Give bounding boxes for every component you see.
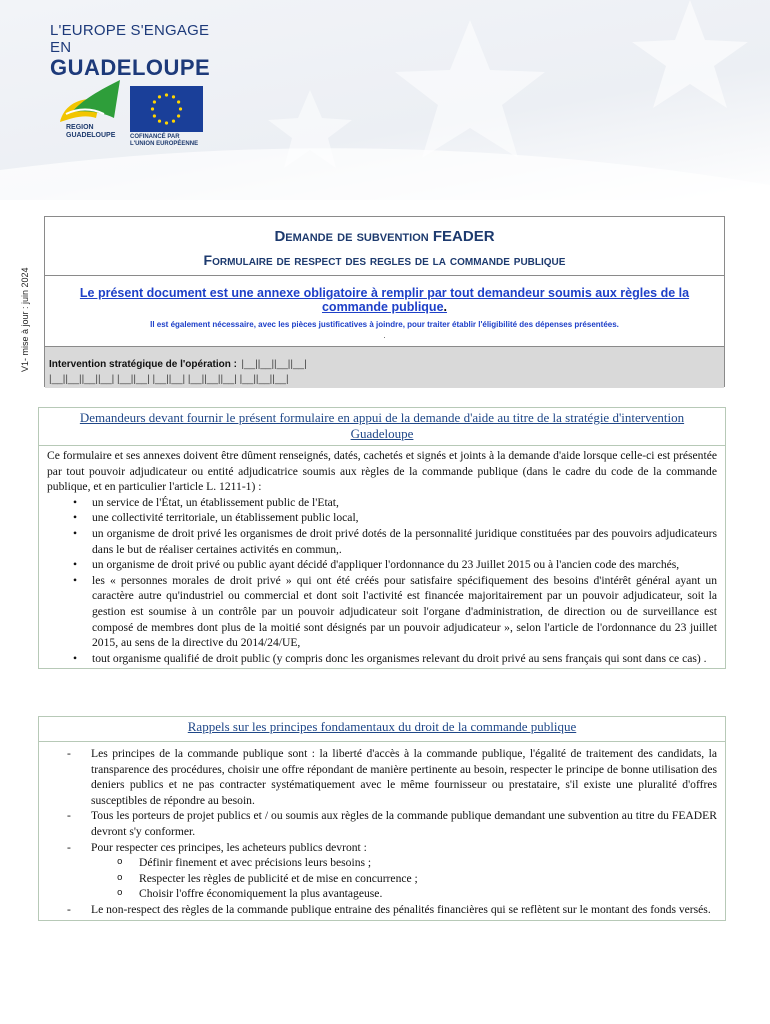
list-item: • un organisme de droit privé ou public ayant décidé d'appliquer l'ordonnance du 23 Juillet 2015 ou à l'ancien code des marchés, [73, 558, 680, 572]
list-item: - Tous les porteurs de projet publics et / ou soumis aux règles de la commande publique demandant une subvention au titre du FEADER devront s'y conformer. [67, 809, 717, 838]
demandeurs-heading: Demandeurs devant fournir le présent formulaire en appui de la demande d'aide au titre de la stratégie d'intervention Guadeloupe [39, 408, 725, 446]
europe-guadeloupe-logo [50, 22, 220, 80]
version-side-text: V1- mise à jour : juin 2024 [20, 267, 30, 372]
rappels-sublist [91, 855, 717, 902]
rappels-heading: Rappels sur les principes fondamentaux du droit de la commande publique [39, 717, 725, 742]
list-item: - Pour respecter ces principes, les acheteurs publics devront : o Définir finement et avec précisions leurs besoins ; o Respecter les règles de publicité et de mise en concurrence ; o Choisir l'offre économiquement la plus avantageuse. [47, 840, 717, 902]
intervention-code-boxes-2[interactable]: |__||__||__||__| |__||__| |__||__| |__||__||__| |__||__||__| [49, 374, 289, 385]
list-item: • tout organisme qualifié de droit public (y compris donc les organismes relevant du droit privé au sens français qui sont dans ce cas) . [73, 651, 707, 665]
notice-sub-text: Il est également nécessaire, avec les pièces justificatives à joindre, pour traiter établir l'éligibilité des dépenses présentées. [150, 320, 619, 329]
demandeurs-section [38, 407, 726, 669]
rappels-list [47, 746, 717, 918]
logo-tagline: L'EUROPE S'ENGAGE EN [50, 22, 210, 56]
demandeurs-intro: Ce formulaire et ses annexes doivent être dûment renseignés, datés, cachetés et signés et joints à la demande d'aide lorsque celle-ci est présentée par tout pouvoir adjudicateur ou entité adjudicatrice soumis aux règles de la commande publique (dans le cadre du code de la commande publique, et en particulier l'article L. 1211-1) : [47, 449, 717, 494]
mandatory-notice: Le présent document est une annexe obligatoire à remplir par tout demandeur soumis aux règles de la commande publique. Il est également nécessaire, avec les pièces justificatives à joindre, pour traiter établir l'éligibilité des dépenses présentées. . [45, 276, 724, 347]
demandeurs-list [47, 495, 717, 667]
region-label: REGION GUADELOUPE [66, 124, 116, 139]
list-item: - Les principes de la commande publique sont : la liberté d'accès à la commande publique, l'égalité de traitement des candidats, la transparence des procédures, choisir une offre répondant de manière pertinente au besoin, respecter le principe de bonne utilisation des deniers publics et ne pas contracter systématiquement avec le même fournisseur ou prestataire, s'il existe une pluralité d'offres susceptibles de répondre au besoin. [67, 747, 717, 807]
eu-cofinance-caption: COFINANCÉ PAR L'UNION EUROPÉENNE [130, 134, 199, 147]
list-item: o Définir finement et avec précisions leurs besoins ; [117, 856, 372, 870]
intervention-code-boxes[interactable]: |__||__||__||__| [241, 359, 307, 370]
list-item: o Choisir l'offre économiquement la plus avantageuse. [117, 887, 383, 901]
form-title-block [45, 217, 724, 276]
list-item: • une collectivité territoriale, un établissement public local, [73, 511, 359, 525]
list-item: • les « personnes morales de droit privé » qui ont été créés pour satisfaire spécifiquement des besoins d'intérêt général ayant un caractère autre qu'industriel ou commercial et dont soit l'activité est financée majoritairement par un pouvoir adjudicateur, soit la gestion est soumise à un contrôle par un pouvoir adjudicateur soit l'organe d'administration, de direction ou de surveillance est composé de membres dont plus de la moitié sont désignés par un pouvoir adjudicateur », selon l'article de l'ordonnance du 23 juillet 2015, au sens de la directive du 2014/24/UE, [73, 573, 717, 650]
intervention-strategique-field[interactable] [45, 347, 724, 388]
form-header-box [44, 216, 725, 387]
list-item: o Respecter les règles de publicité et de mise en concurrence ; [117, 871, 418, 885]
intervention-field-label: Intervention stratégique de l'opération : [49, 359, 237, 370]
list-item: • un service de l'État, un établissement public de l'Etat, [73, 495, 339, 509]
eu-flag-icon [130, 86, 203, 132]
list-item: - Le non-respect des règles de la commande publique entraine des pénalités financières qui se reflètent sur le montant des fonds versés. [67, 902, 711, 916]
list-item: • un organisme de droit privé les organismes de droit privé dotés de la personnalité juridique constituées par des pouvoirs adjudicateurs dans le but de réaliser certaines activités en commun,. [73, 526, 717, 556]
notice-main-text: Le présent document est une annexe obligatoire à remplir par tout demandeur soumis aux règles de la commande publique [79, 286, 690, 314]
form-title: Demande de subvention FEADER [274, 228, 495, 245]
rappels-body [39, 742, 725, 920]
form-subtitle: Formulaire de respect des regles de la commande publique [203, 252, 566, 268]
demandeurs-body [39, 446, 725, 668]
rappels-section [38, 716, 726, 921]
logo-title: GUADELOUPE [50, 55, 211, 80]
